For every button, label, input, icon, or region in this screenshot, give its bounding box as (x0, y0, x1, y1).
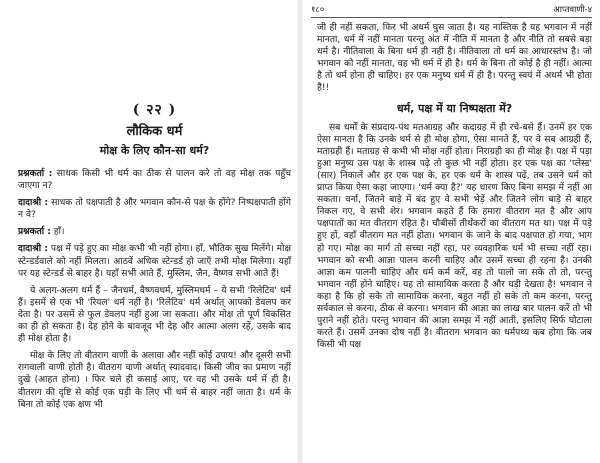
paragraph-text: साधक तो पक्षपाती है और भगवान कौन-से पक्ष के होंगे? निष्पक्षपाती होंगे न वे? (18, 198, 291, 221)
chapter-number: ( २२ ) (132, 102, 177, 118)
paragraph-vitrag-vani (18, 350, 291, 410)
paragraph-text: पक्ष में पड़े हुए का मोक्ष कभी भी नहीं होगा। हाँ, भौतिक सुख मिलेंगे। मोक्ष स्टेन्डर्डवाले को नहीं मिलता। आठवें अधिक स्टेन्डर्ड हो जाएँ तभी मोक्ष मिलेगा। यहाँ पर यह स्टेन्डर्ड से बाहर है। यहाँ सभी आते हैं, मुस्लिम, जैन, वैष्णव सभी आते हैं! (18, 244, 291, 279)
paragraph-text: साधक किसी भी धर्म का ठीक से पालन करे तो वह मोक्ष तक पहुँच जाएगा न? (18, 169, 291, 192)
paragraph-text: मोक्ष के लिए तो वीतराग वाणी के अलावा और नहीं कोई उपाय! और दूसरी सभी रागवाली वाणी होती है। वीतराग वाणी अर्थात् स्यादवाद। किसी जीव का प्रमाण नहीं दुखे (आहत होना) । फिर चले ही कसाई आए, पर वह भी उसके धर्म में ही है। वीतराग की दृष्टि से कोई एक घड़ी के लिए भी धर्म से बाहर नहीं जाता है। धर्म के बिना तो कोई एक क्षण भी (18, 351, 291, 410)
paragraph-text: ये अलग-अलग धर्म हैं – जैनधर्म, वैष्णवधर्म, मुस्लिमधर्म – ये सभी 'रिलेटिव' धर्म हैं। इसमें से एक भी 'रियल' धर्म नहीं है। 'रिलेटिव' धर्म अर्थात् आपको डेवलप कर देता है। पर उसमें से फुल डेवलप नहीं हुआ जा सकता। और मोक्ष तो पूर्ण विकसित का ही हो सकता है। देह होने के बावजूद भी देह और आत्मा अलग रहें, उसके बाद ही मोक्ष होता है। (18, 285, 291, 345)
left-page-body (18, 0, 291, 411)
paragraph-relative-dharma (18, 285, 291, 345)
paragraph-answer-1 (18, 197, 291, 221)
header-rule (311, 17, 592, 18)
speaker-label: प्रश्नकर्ता : (18, 169, 53, 179)
speaker-label: दादाश्री : (18, 198, 49, 209)
paragraph-text: हाँ। (53, 227, 65, 238)
running-head: आप्तवाणी-४ (553, 5, 592, 15)
section-title: धर्म, पक्ष में या निष्पक्षता में? (396, 101, 513, 115)
left-page (0, 0, 297, 463)
chapter-title: लौकिक धर्म (126, 124, 183, 139)
speaker-label: दादाश्री : (18, 244, 48, 255)
page-header (311, 4, 592, 18)
speaker-label: प्रश्नकर्ता : (18, 227, 51, 238)
right-page-body (317, 22, 592, 351)
paragraph-question-2 (18, 226, 291, 238)
paragraph-continuation: जी ही नहीं सकता, फिर भी अधर्म घुस जाता है। यह नास्तिक है यह भगवान में नहीं मानता, धर्म में नहीं मानता परन्तु अंत में नीति में मानता है और नीति तो सबसे बड़ा धर्म है। नीतिवाला के बिना धर्म ही नहीं है। नीतिवाला तो धर्म का आधारस्तंभ है। जो भगवान को नहीं मानता, वह भी धर्म में ही है। धर्म के बिना तो कोई है ही नहीं। आत्मा है तो धर्म होना ही चाहिए। हर एक मनुष्य धर्म में ही है। परन्तु स्वयं में अधर्म भी होता है!! (317, 23, 592, 94)
right-page (303, 0, 600, 463)
page-number: १८० (311, 5, 325, 15)
chapter-subtitle: मोक्ष के लिए कौन-सा धर्म? (99, 144, 210, 157)
paragraph-question-1 (18, 168, 291, 192)
paragraph-answer-2 (18, 243, 291, 279)
paragraph-section-body: सब धर्मों के संप्रदाय-पंथ मतआग्रह और कदाग्रह में ही रचे-बसे हैं। उनमें हर एक ऐसा मानता है कि उनके धर्म से ही मोक्ष होगा, ऐसा मानते हैं, पर वे सब आग्रही हैं, मताग्रही हैं। मताग्रह से कभी भी मोक्ष नहीं होता। निराग्रही का ही मोक्ष है। पक्ष में पड़ा हुआ मनुष्य उस पक्ष के शास्त्र पढ़े तो कुछ भी नहीं होता। हर एक पक्ष का 'प्लेस्ड' (सार) निकालें और हर एक पक्ष के, हर एक धर्म के शास्त्र पढ़ें, तब उसने धर्म को प्राप्त किया ऐसा कहा जाएगा। 'धर्म क्या है?' यह धारण किए बिना समझ में नहीं आ सकता। वर्ना, जितने बाड़े में बंद हुए वे सभी भेड़ें और जितने लोग बाड़े से बाहर निकल गए, वे सभी शेर। भगवान कहते हैं कि हमारा वीतराग मत है और आप पक्षपातों का मत वीतराग रहित है। चौबीसों तीर्थंकरों का वीतराग मत था। पक्ष में पड़े हुए हों, वहाँ वीतराग मत नहीं होता। भगवान के जाने के बाद पक्षपात हो गया, भाग हो गए। मोक्ष का मार्ग तो सच्चा नहीं रहा, पर व्यवहारिक धर्म भी सच्चा नहीं रहा। भगवान को सभी आज्ञा पालन करनी चाहिए और उसमें सच्चा ही रहना है। उनकी आज्ञा कम पालनी चाहिए और धर्म कर्म करें, वह तो पालो जा सके तो तो, परन्तु भगवान नहीं होने चाहिए। यह तो सामायिक करता है और घड़ी देखता है! भगवान ने कहा है कि हो सके तो सामायिक करना, बहुत नहीं हो सके तो कम करना, परन्तु सर्वकाल से करना, ठीक से करना। भगवान की आज्ञा का लाख बार पालन करें तो भी पुराने नहीं होते। परन्तु भगवान की आज्ञा समझ में नहीं आती, इसलिए सिर्फ घोटाला करते हैं। उसमें उनका दोष नहीं है। वीतराग भगवान का धर्मपथ्य कब होगा कि जब किसी भी पक्ष (317, 122, 592, 351)
